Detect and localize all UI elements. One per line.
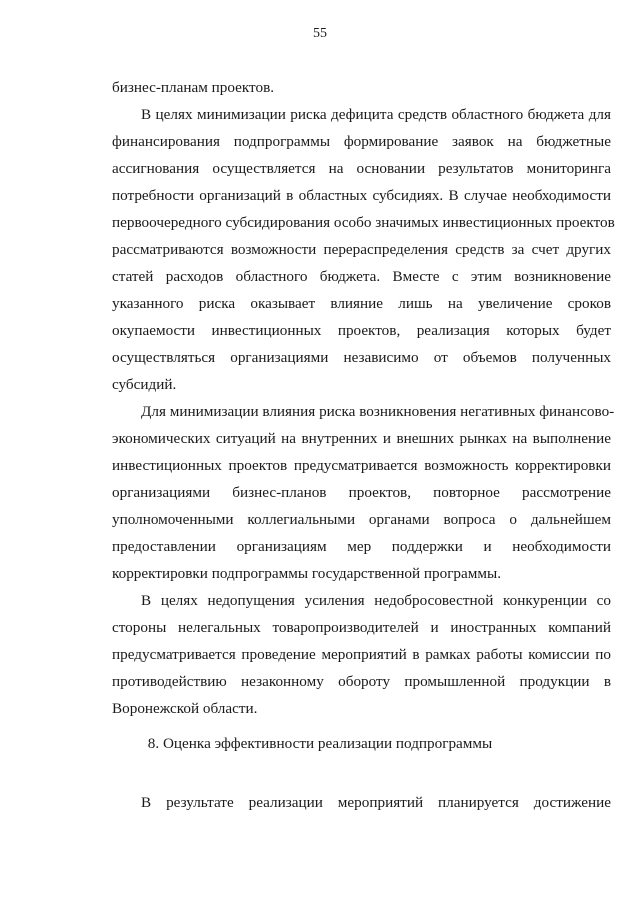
- text-line: В целях недопущения усиления недобросовестной конкуренции со: [141, 592, 611, 609]
- text-line: В результате реализации мероприятий планируется достижение: [141, 794, 611, 811]
- text-line: Воронежской области.: [112, 700, 258, 717]
- text-line: противодействию незаконному обороту промышленной продукции в: [112, 673, 611, 690]
- text-line: корректировки подпрограммы государственной программы.: [112, 565, 501, 582]
- text-line: финансирования подпрограммы формирование заявок на бюджетные: [112, 133, 611, 150]
- text-line: В целях минимизации риска дефицита средств областного бюджета для: [141, 106, 611, 123]
- text-line: экономических ситуаций на внутренних и внешних рынках на выполнение: [112, 430, 611, 447]
- text-line: предусматривается проведение мероприятий в рамках работы комиссии по: [112, 646, 611, 663]
- text-line: Для минимизации влияния риска возникновения негативных финансово-: [141, 403, 615, 420]
- text-line: уполномоченными коллегиальными органами вопроса о дальнейшем: [112, 511, 611, 528]
- text-line: осуществляться организациями независимо от объемов полученных: [112, 349, 611, 366]
- text-line: рассматриваются возможности перераспределения средств за счет других: [112, 241, 611, 258]
- text-line: субсидий.: [112, 376, 177, 393]
- text-line: окупаемости инвестиционных проектов, реализация которых будет: [112, 322, 611, 339]
- text-line: статей расходов областного бюджета. Вместе с этим возникновение: [112, 268, 611, 285]
- text-line: первоочередного субсидирования особо значимых инвестиционных проектов: [112, 214, 615, 231]
- text-line: указанного риска оказывает влияние лишь на увеличение сроков: [112, 295, 611, 312]
- text-line: потребности организаций в областных субсидиях. В случае необходимости: [112, 187, 611, 204]
- text-line: инвестиционных проектов предусматривается возможность корректировки: [112, 457, 611, 474]
- text-line: ассигнования осуществляется на основании результатов мониторинга: [112, 160, 611, 177]
- text-line: предоставлении организациям мер поддержки и необходимости: [112, 538, 611, 555]
- text-line: бизнес-планам проектов.: [112, 79, 275, 96]
- text-line: организациями бизнес-планов проектов, повторное рассмотрение: [112, 484, 611, 501]
- page-number: 55: [313, 26, 327, 41]
- text-line: стороны нелегальных товаропроизводителей и иностранных компаний: [112, 619, 611, 636]
- section-heading: 8. Оценка эффективности реализации подпрограммы: [147, 735, 493, 752]
